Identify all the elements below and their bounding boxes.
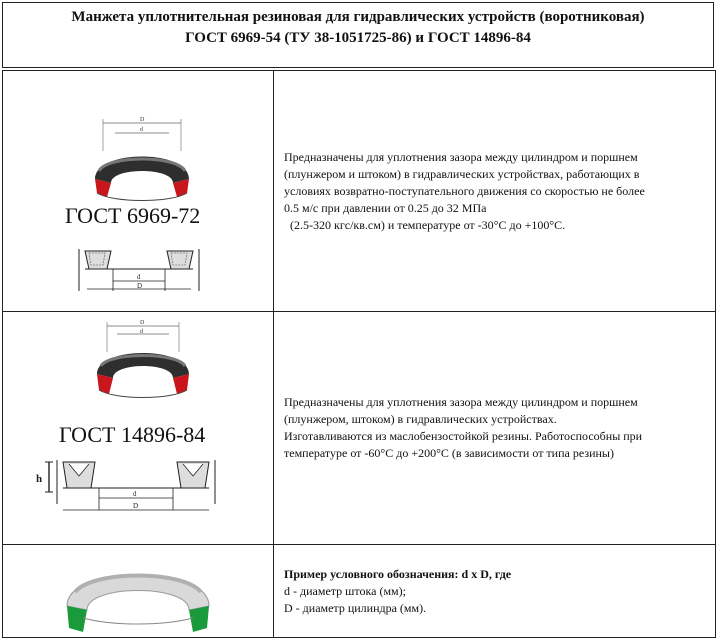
title-line-1: Манжета уплотнительная резиновая для гидравлических устройств (воротниковая)	[71, 9, 645, 25]
desc-line: Предназначены для уплотнения зазора между цилиндром и поршнем	[284, 149, 638, 164]
desc-line: 0.5 м/с при давлении от 0.25 до 32 МПа	[284, 200, 487, 215]
description-cell-gost-6969	[274, 71, 716, 312]
description-cell-gost-14896	[274, 312, 716, 545]
image-cell-gost-6969	[3, 71, 274, 312]
title-line-2: ГОСТ 6969-54 (ТУ 38-1051725-86) и ГОСТ 14896-84	[185, 30, 531, 46]
dim-label-D-bottom: D	[133, 502, 139, 510]
dim-label-D-bottom: D	[137, 282, 143, 290]
dim-label-d-bottom: d	[137, 273, 141, 281]
description-14896	[284, 394, 715, 462]
desc-line: Изготавливаются из маслобензостойкой резины. Работоспособны при	[284, 429, 643, 443]
seal-3d-red-2	[3, 312, 273, 412]
dim-label-d-top: d	[140, 127, 143, 133]
desc-line: условиях возвратно-поступательного движения со скоростью не более	[284, 183, 645, 198]
legend-line: d - диаметр штока (мм);	[284, 583, 406, 598]
desc-line: температуре от -60°С до +200°С (в зависимости от типа резины)	[284, 446, 614, 460]
table-row	[3, 312, 716, 545]
dim-label-h: h	[36, 473, 43, 485]
table-row	[3, 545, 716, 638]
cross-section-drawing-1	[3, 239, 273, 309]
desc-line: (плунжером и штоком) в гидравлических устройствах, работающих в	[284, 166, 640, 181]
desc-line: (плунжером, штоком) в гидравлических устройствах.	[284, 412, 557, 426]
legend-title: Пример условного обозначения: d x D, где	[284, 566, 512, 581]
image-cell-green-seal	[3, 545, 274, 638]
desc-line: Предназначены для уплотнения зазора между цилиндром и поршнем	[284, 395, 638, 409]
gost-label-14896: ГОСТ 14896-84	[59, 422, 206, 447]
title-box	[2, 2, 714, 68]
seal-3d-green	[3, 546, 273, 636]
legend	[284, 566, 715, 617]
legend-line: D - диаметр цилиндра (мм).	[284, 600, 427, 615]
gost-label-6969: ГОСТ 6969-72	[65, 203, 201, 228]
desc-line: (2.5-320 кгс/кв.см) и температуре от -30°С до +100°С.	[284, 217, 566, 232]
dim-label-d-bottom: d	[133, 490, 137, 498]
dim-label-D-top: D	[140, 320, 145, 326]
dim-label-d-top: d	[140, 329, 143, 335]
cross-section-drawing-2	[3, 452, 273, 528]
dim-label-D-top: D	[140, 117, 145, 123]
spec-table	[2, 70, 716, 638]
table-row	[3, 71, 716, 312]
legend-cell	[274, 545, 716, 638]
image-cell-gost-14896	[3, 312, 274, 545]
description-6969	[284, 149, 715, 234]
